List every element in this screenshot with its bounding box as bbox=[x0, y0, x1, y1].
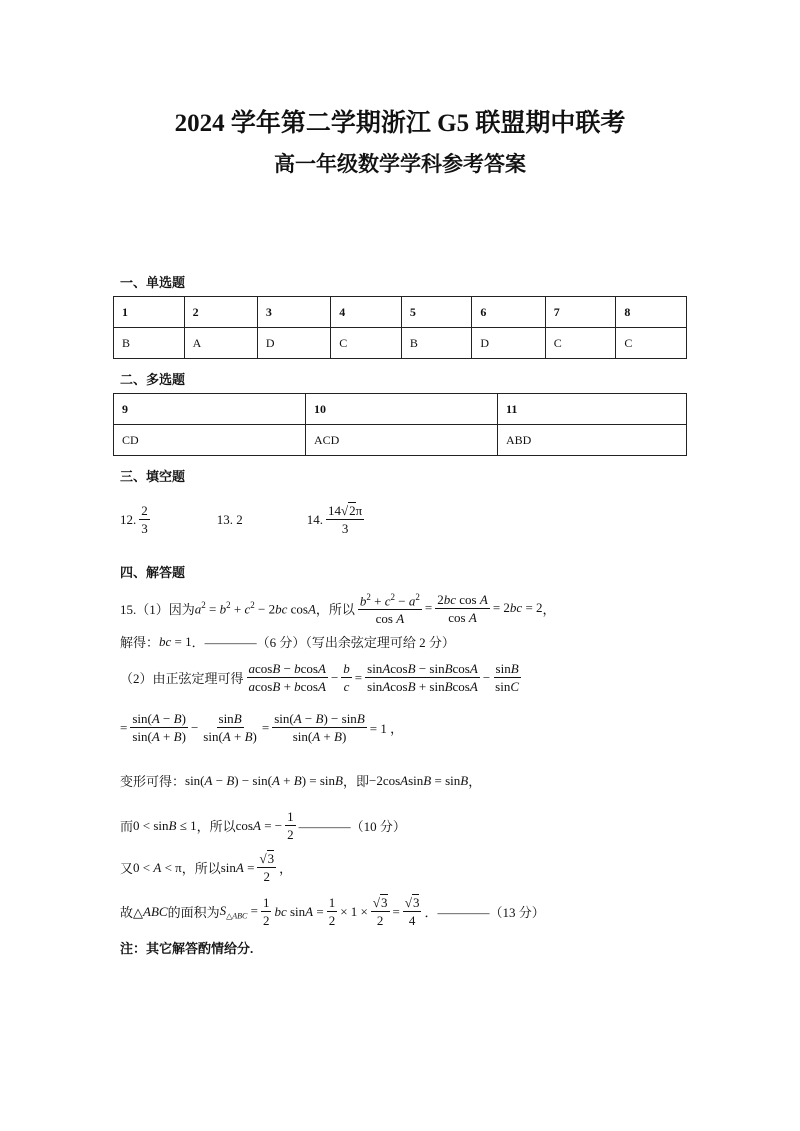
multi-choice-table bbox=[113, 393, 687, 456]
table-cell: C bbox=[331, 328, 402, 359]
table-cell: 2 bbox=[184, 297, 257, 328]
table-cell: B bbox=[401, 328, 472, 359]
q15-line-7: 又 0 < A < π ，所以 sinA = $\frac{√3}{2}$ ， bbox=[120, 851, 293, 884]
fill-blank-answers bbox=[120, 502, 367, 537]
q14-fraction bbox=[326, 502, 364, 537]
page-title: 2024 学年第二学期浙江 G5 联盟期中联考 bbox=[174, 110, 626, 137]
section-solution-title: 四、解答题 bbox=[120, 565, 186, 580]
table-cell: 3 bbox=[257, 297, 330, 328]
section-fill-blank-title: 三、填空题 bbox=[120, 469, 186, 484]
table-cell: 5 bbox=[401, 297, 472, 328]
table-cell: B bbox=[114, 328, 185, 359]
table-cell: C bbox=[616, 328, 687, 359]
table-cell: A bbox=[184, 328, 257, 359]
table-row bbox=[114, 328, 687, 359]
table-row bbox=[114, 297, 687, 328]
q15-line-4: = $\frac{\sin(A - B)}{\sin(A + B)}$ − $\frac{\sin B}{\sin(A + B)}$ = $\frac{\sin(A - B) - \sin B}{\sin(A + B)}$ = 1 ， bbox=[120, 711, 404, 744]
table-cell: CD bbox=[114, 425, 306, 456]
table-cell: D bbox=[257, 328, 330, 359]
q14-denominator: 3 bbox=[341, 521, 349, 536]
section-single-choice-title: 一、单选题 bbox=[120, 275, 186, 290]
table-cell: ABD bbox=[498, 425, 687, 456]
q15-line-1: 15.（1）因为 $a^2 = b^2 + c^2 - 2bc$ cosA ，所以 $\frac{b^2 + c^2 - a^2}{\text{cos A}}$ = $\frac{\text{2bc cos A}}{\text{cos A}}$ = 2bc = 2 ， bbox=[120, 589, 556, 627]
q14-label: 14. bbox=[306, 511, 323, 527]
table-cell: 6 bbox=[472, 297, 545, 328]
q15-line-2: 解得： bc = 1 ．————（6 分）（写出余弦定理可给 2 分） bbox=[120, 633, 455, 650]
q15-line-3: （2）由正弦定理可得 $\frac{acosB - bcosA}{acosB + bcosA}$ − $\frac{b}{c}$ = $\frac{\text{sinAcosB − sinBcosA}}{\text{sinAcosB + sinBcosA}}$ − $\frac{\sin B}{\sin C}$ bbox=[120, 661, 520, 694]
q15-line-6: 而 0 < sinB ≤ 1 ，所以 cosA = − $\frac{1}{2}$ ————（10 分） bbox=[120, 809, 406, 842]
single-choice-table bbox=[113, 296, 687, 359]
footnote: 注：其它解答酌情给分. bbox=[120, 941, 254, 956]
table-row bbox=[114, 425, 687, 456]
table-cell: C bbox=[545, 328, 616, 359]
q13-answer: 13. 2 bbox=[216, 511, 243, 527]
q12-label: 12. bbox=[120, 511, 137, 527]
page-subtitle: 高一年级数学学科参考答案 bbox=[274, 152, 526, 176]
q12-fraction bbox=[139, 502, 150, 537]
q15-line-5: 变形可得： sin(A − B) − sin(A + B) = sinB ，即 −2cosAsinB = sinB ， bbox=[120, 772, 482, 789]
q14-numerator: 14√2π bbox=[328, 503, 363, 518]
table-cell: 9 bbox=[114, 394, 306, 425]
q12-numerator: 2 bbox=[141, 503, 148, 518]
table-cell: 7 bbox=[545, 297, 616, 328]
table-cell: 4 bbox=[331, 297, 402, 328]
table-cell: ACD bbox=[306, 425, 498, 456]
q15-line-8: 故△ ABC 的面积为 $S_{\triangle ABC}$ = $\frac{1}{2}$ bc sinA = $\frac{1}{2}$ × 1 × $\frac{√3}{2}$ = $\frac{√3}{4}$ ．————（13 分） bbox=[120, 895, 545, 928]
table-row bbox=[114, 394, 687, 425]
table-cell: 10 bbox=[306, 394, 498, 425]
table-cell: D bbox=[472, 328, 545, 359]
table-cell: 8 bbox=[616, 297, 687, 328]
section-multi-choice-title: 二、多选题 bbox=[120, 372, 186, 387]
table-cell: 1 bbox=[114, 297, 185, 328]
table-cell: 11 bbox=[498, 394, 687, 425]
q12-denominator: 3 bbox=[141, 521, 148, 536]
